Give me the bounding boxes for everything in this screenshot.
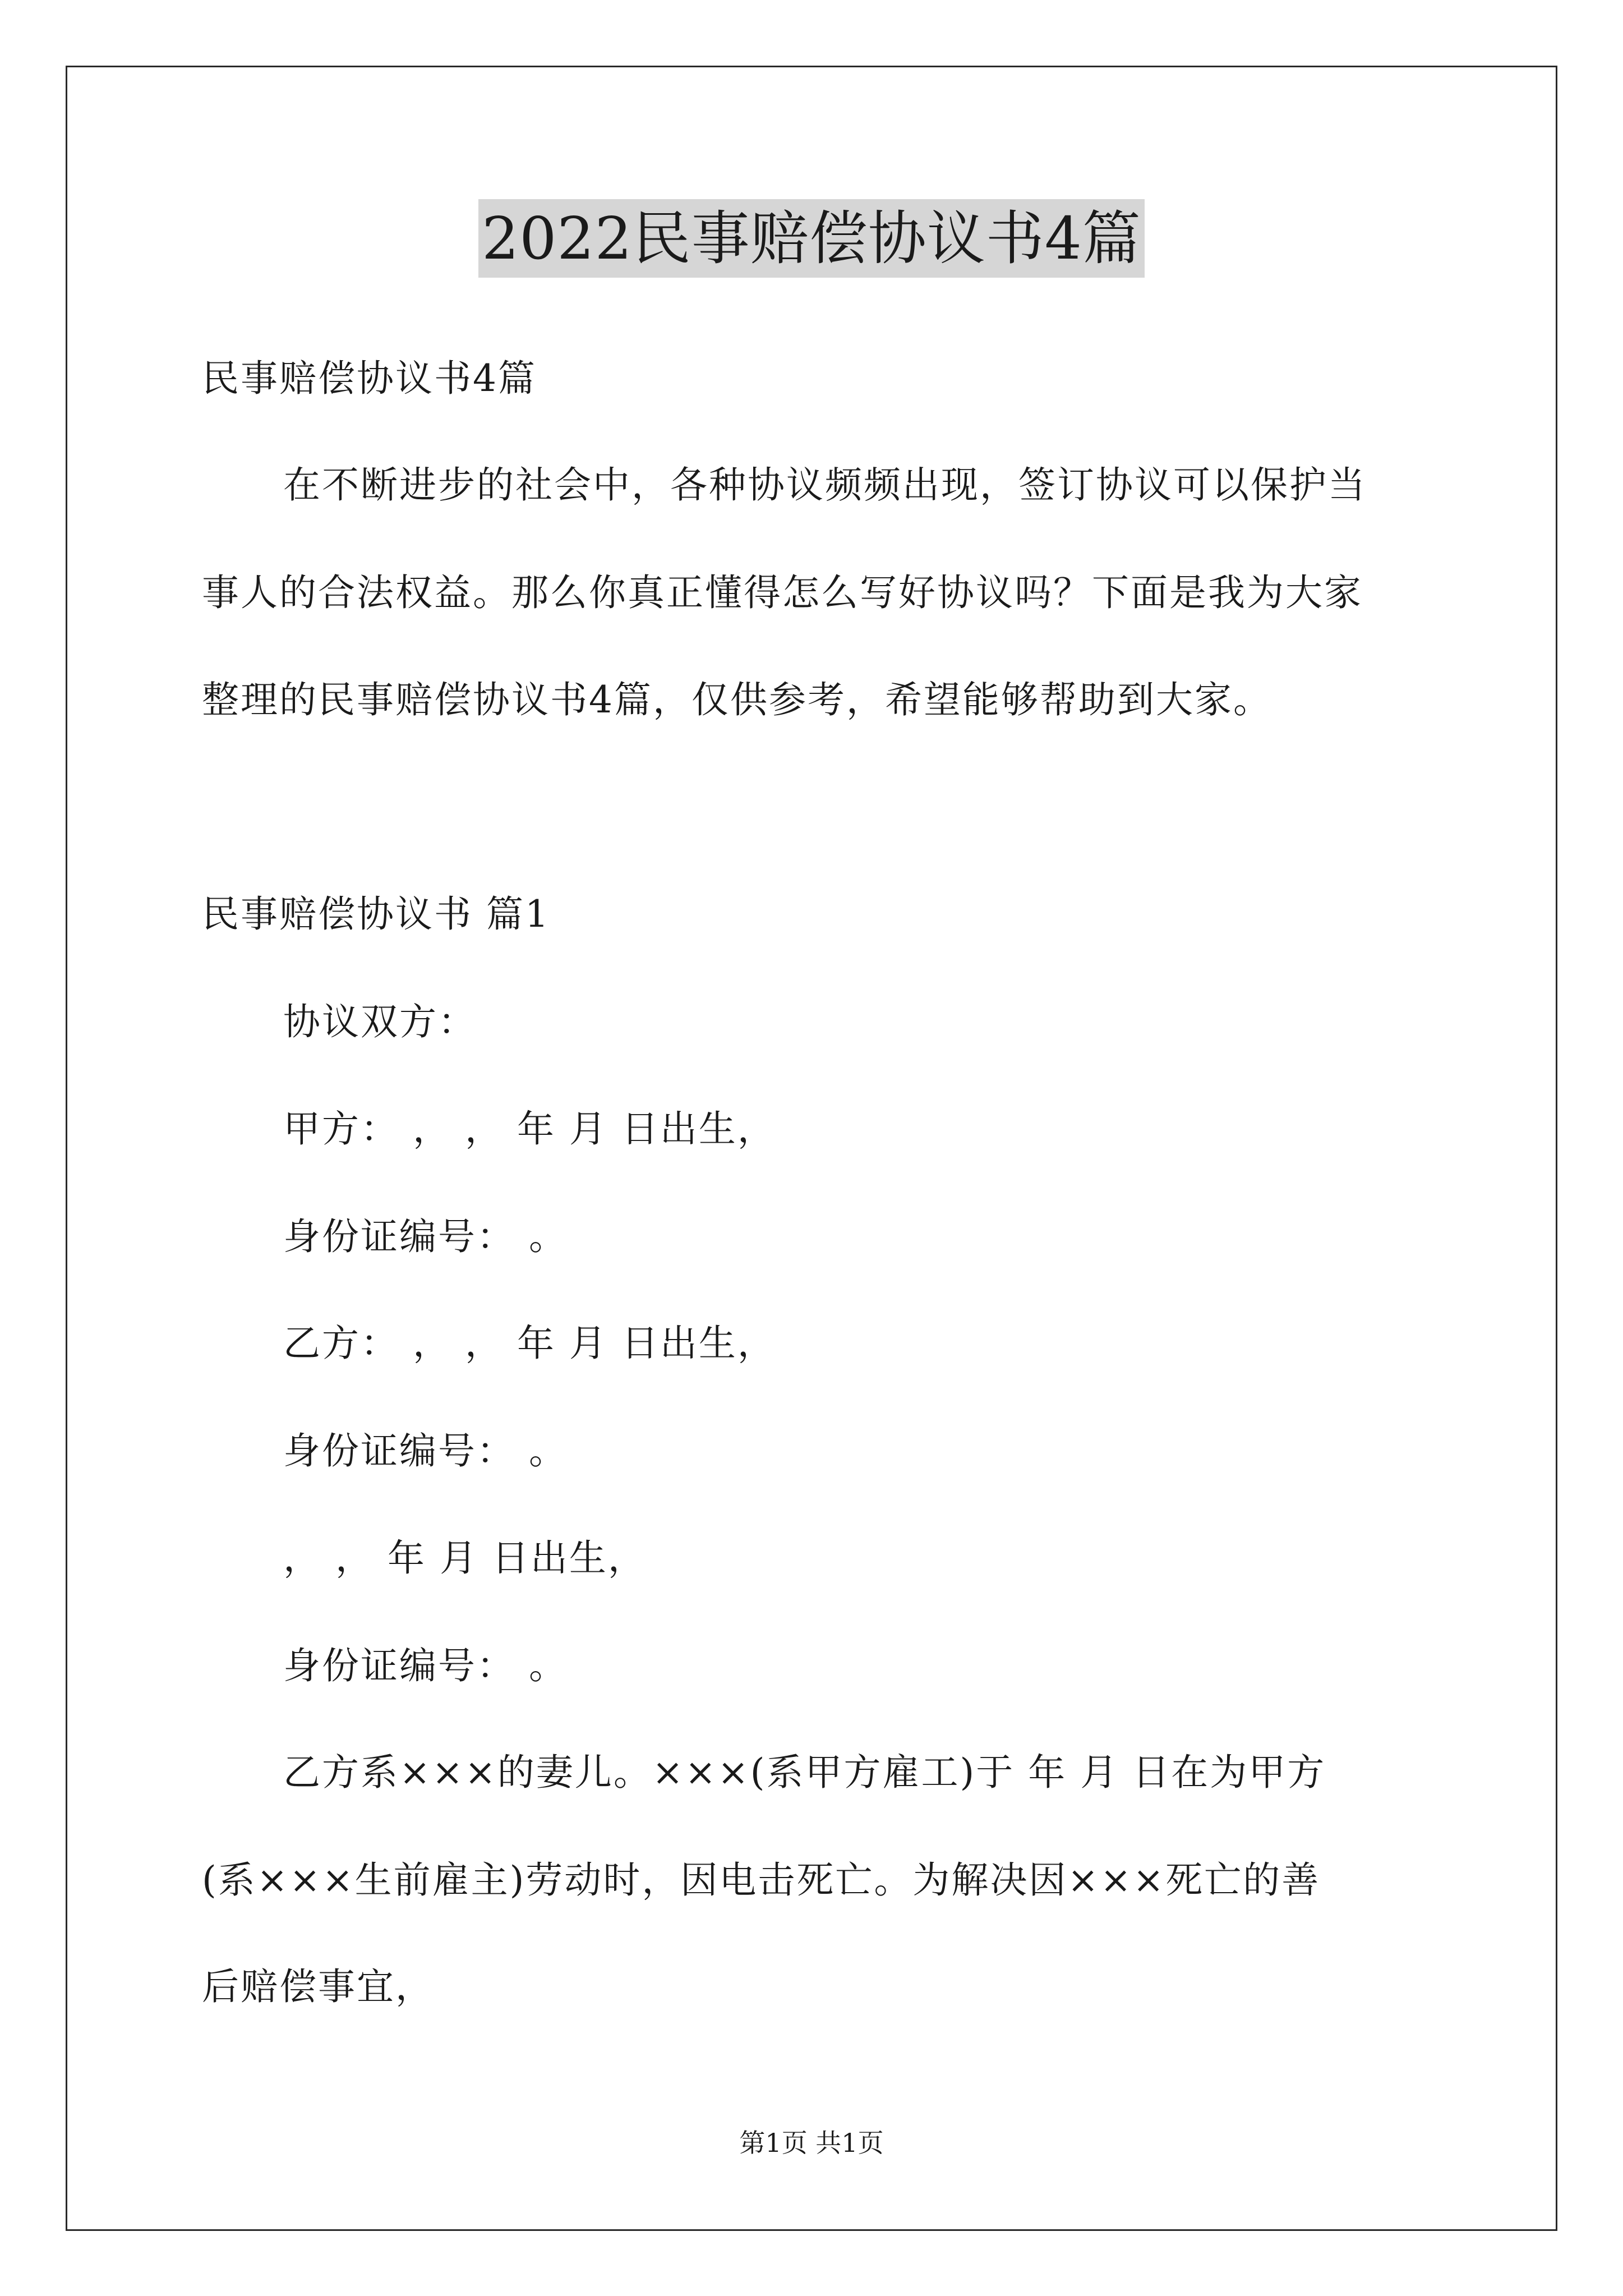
paragraph-line: 身份证编号： 。 (283, 1429, 568, 1473)
paragraph-line: 身份证编号： 。 (283, 1215, 568, 1258)
document-title: 2022民事赔偿协议书4篇 (478, 199, 1145, 278)
title-container (0, 199, 1623, 278)
paragraph-line: ， ， 年 月 日出生， (283, 1536, 647, 1580)
paragraph-line: 身份证编号： 。 (283, 1644, 568, 1687)
paragraph-line: 在不断进步的社会中，各种协议频频出现，签订协议可以保护当 (283, 463, 1367, 507)
paragraph-line: 事人的合法权益。那么你真正懂得怎么写好协议吗？下面是我为大家 (202, 571, 1363, 614)
paragraph-line: 甲方： ， ， 年 月 日出生， (283, 1107, 776, 1151)
paragraph-line: (系×××生前雇主)劳动时，因电击死亡。为解决因×××死亡的善 (202, 1858, 1321, 1902)
page-footer: 第1页 共1页 (739, 2128, 884, 2158)
section-heading: 民事赔偿协议书 篇1 (202, 892, 550, 936)
paragraph-line: 乙方系×××的妻儿。×××(系甲方雇工)于 年 月 日在为甲方 (283, 1751, 1326, 1794)
paragraph-line: 整理的民事赔偿协议书4篇，仅供参考，希望能够帮助到大家。 (202, 678, 1272, 721)
paragraph-line: 后赔偿事宜， (202, 1965, 434, 2008)
paragraph-line: 协议双方： (283, 1000, 477, 1043)
paragraph-line: 乙方： ， ， 年 月 日出生， (283, 1322, 776, 1365)
subtitle-line: 民事赔偿协议书4篇 (202, 357, 537, 400)
